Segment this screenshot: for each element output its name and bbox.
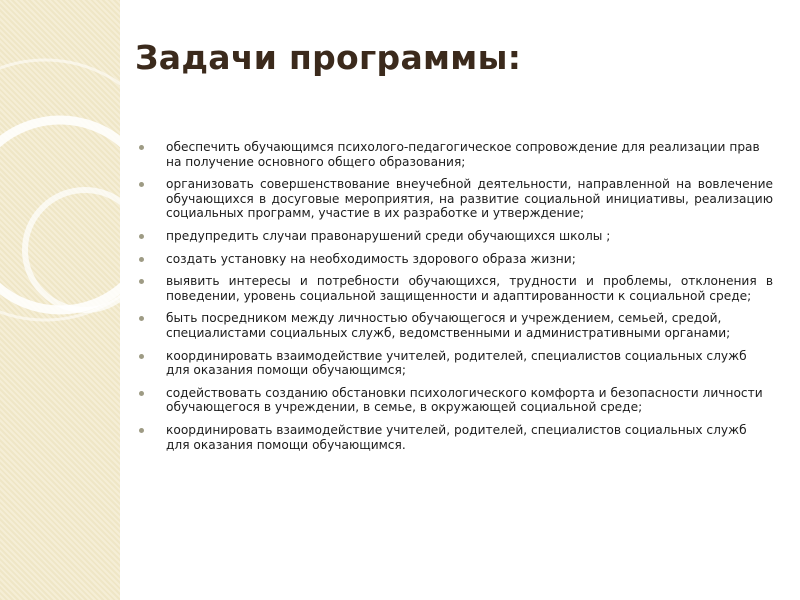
bullet-text: создать установку на необходимость здорового образа жизни; — [166, 251, 576, 266]
bullet-dot-icon — [139, 257, 144, 262]
bullet-dot-icon — [139, 316, 144, 321]
bullet-text: предупредить случаи правонарушений среди обучающихся школы ; — [166, 228, 611, 243]
bullet-item — [137, 386, 773, 415]
bullet-text: координировать взаимодействие учителей, родителей, специалистов социальных служб для оказания помощи обучающимся. — [166, 422, 747, 452]
bullet-dot-icon — [139, 182, 144, 187]
bullet-text: быть посредником между личностью обучающегося и учреждением, семьей, средой, специалистами социальных служб, ведомственными и административными органами; — [166, 311, 731, 340]
bullet-text: обеспечить обучающимся психолого-педагогическое сопровождение для реализации прав на получение основного общего образования; — [166, 140, 760, 169]
bullet-dot-icon — [139, 391, 144, 396]
bullet-item — [137, 311, 773, 340]
bullet-text: выявить интересы и потребности обучающихся, трудности и проблемы, отклонения в поведении, уровень социальной защищенности и адаптированности к социальной среде; — [166, 274, 773, 303]
decorative-side-panel — [0, 0, 120, 600]
bullet-dot-icon — [139, 428, 144, 433]
bullet-item — [137, 140, 773, 169]
bullet-dot-icon — [139, 279, 144, 284]
bullet-dot-icon — [139, 354, 144, 359]
bullet-list — [137, 140, 773, 460]
bullet-dot-icon — [139, 234, 144, 239]
bullet-item — [137, 274, 773, 303]
bullet-item — [137, 423, 773, 452]
bullet-item — [137, 177, 773, 221]
bullet-text: координировать взаимодействие учителей, родителей, специалистов социальных служб для оказания помощи обучающимся; — [166, 348, 747, 378]
slide-title: Задачи программы: — [135, 38, 522, 77]
bullet-item — [137, 252, 773, 267]
bullet-text: организовать совершенствование внеучебной деятельности, направленной на вовлечение обучающихся в досуговые мероприятия, на развитие социальной инициативы, реализацию социальных программ, участие в их разработке и утверждение; — [166, 177, 773, 221]
bullet-item — [137, 229, 773, 244]
bullet-text: содействовать созданию обстановки психологического комфорта и безопасности личности обучающегося в учреждении, в семье, в окружающей социальной среде; — [166, 385, 763, 415]
bullet-dot-icon — [139, 145, 144, 150]
bullet-item — [137, 349, 773, 378]
